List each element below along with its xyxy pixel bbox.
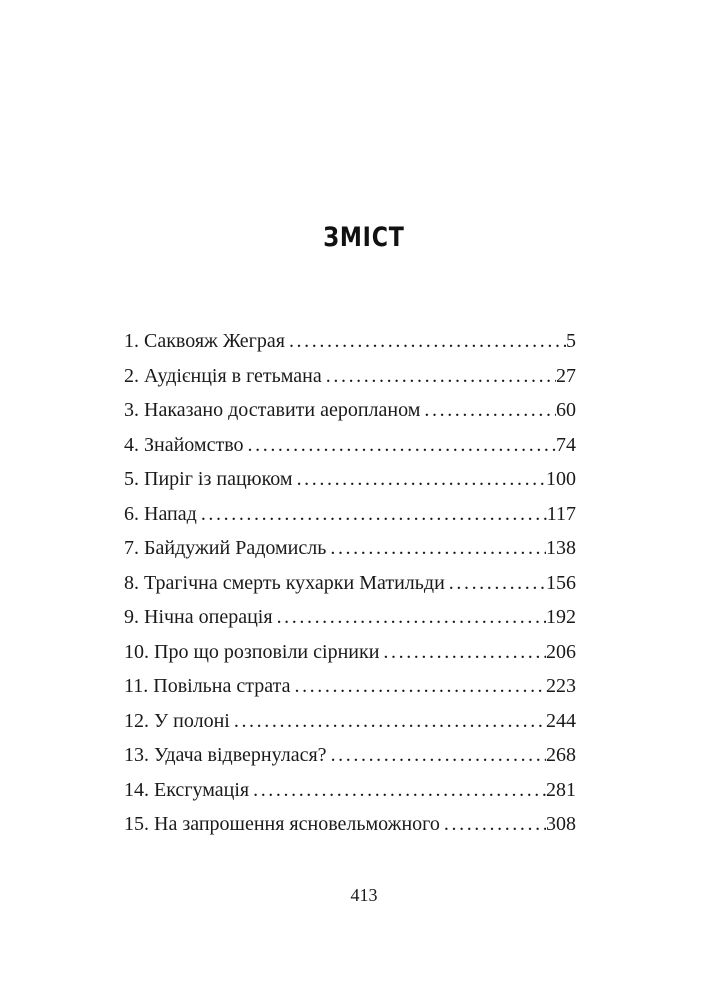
toc-entry-page: 281 bbox=[546, 778, 576, 801]
toc-dot-leader bbox=[440, 807, 546, 842]
toc-dot-leader bbox=[197, 497, 547, 532]
toc-dot-leader bbox=[290, 669, 546, 704]
toc-entry bbox=[124, 773, 576, 808]
toc-entry bbox=[124, 393, 576, 428]
toc-dot-leader bbox=[326, 531, 546, 566]
toc-entry-page: 100 bbox=[546, 468, 576, 490]
toc-entry bbox=[124, 807, 576, 842]
toc-entry-title: 8. Трагічна смерть кухарки Матильди bbox=[124, 571, 445, 594]
toc-entry bbox=[124, 497, 576, 532]
toc-entry-page: 192 bbox=[546, 606, 576, 628]
toc-entry-page: 206 bbox=[546, 640, 576, 663]
toc-entry-title: 6. Напад bbox=[124, 502, 197, 525]
toc-entry-title: 11. Повільна страта bbox=[124, 675, 291, 697]
toc-dot-leader bbox=[420, 393, 556, 428]
toc-dot-leader bbox=[285, 324, 566, 359]
toc-entry-title: 15. На запрошення ясновельможного bbox=[124, 813, 440, 835]
toc-entry-page: 117 bbox=[546, 502, 576, 525]
toc-entry bbox=[124, 669, 576, 704]
toc-entry bbox=[124, 635, 576, 670]
toc-entry bbox=[124, 324, 576, 359]
table-of-contents bbox=[124, 324, 576, 842]
toc-entry-page: 74 bbox=[556, 433, 576, 456]
toc-entry-title: 9. Нічна операція bbox=[124, 606, 273, 628]
toc-dot-leader bbox=[445, 566, 546, 601]
toc-entry-page: 60 bbox=[556, 399, 576, 421]
toc-entry-page: 244 bbox=[546, 709, 576, 732]
toc-entry bbox=[124, 600, 576, 635]
toc-entry-title: 4. Знайомство bbox=[124, 433, 244, 456]
toc-entry bbox=[124, 566, 576, 601]
page-number: 413 bbox=[350, 885, 378, 905]
toc-entry-page: 308 bbox=[546, 813, 576, 835]
toc-entry bbox=[124, 738, 576, 773]
toc-entry-page: 27 bbox=[556, 364, 576, 387]
toc-entry bbox=[124, 462, 576, 497]
toc-dot-leader bbox=[273, 600, 546, 635]
toc-entry-page: 268 bbox=[546, 744, 576, 766]
toc-dot-leader bbox=[379, 635, 546, 670]
toc-entry bbox=[124, 359, 576, 394]
toc-entry-page: 138 bbox=[546, 537, 576, 559]
toc-entry-title: 3. Наказано доставити аероплaном bbox=[124, 399, 421, 421]
toc-entry-page: 5 bbox=[566, 330, 576, 352]
toc-dot-leader bbox=[249, 773, 546, 808]
toc-heading: ЗМІСТ bbox=[323, 222, 405, 253]
toc-entry bbox=[124, 531, 576, 566]
toc-dot-leader bbox=[230, 704, 546, 739]
toc-entry-page: 156 bbox=[546, 571, 576, 594]
toc-entry-title: 2. Аудієнція в гетьмана bbox=[124, 364, 322, 387]
toc-entry-title: 10. Про що розповіли сірники bbox=[124, 640, 380, 663]
toc-entry-title: 12. У полоні bbox=[124, 709, 230, 732]
toc-entry bbox=[124, 428, 576, 463]
toc-entry-title: 1. Саквояж Жеграя bbox=[124, 330, 285, 352]
toc-entry bbox=[124, 704, 576, 739]
toc-dot-leader bbox=[244, 428, 556, 463]
toc-entry-title: 7. Байдужий Радомисль bbox=[124, 537, 327, 559]
toc-dot-leader bbox=[293, 462, 546, 497]
toc-dot-leader bbox=[322, 359, 556, 394]
toc-dot-leader bbox=[327, 738, 546, 773]
toc-entry-title: 13. Удача відвернулася? bbox=[124, 744, 327, 766]
toc-entry-title: 5. Пиріг із пацюком bbox=[124, 468, 293, 490]
toc-entry-title: 14. Ексгумація bbox=[124, 778, 250, 801]
toc-entry-page: 223 bbox=[546, 675, 576, 697]
